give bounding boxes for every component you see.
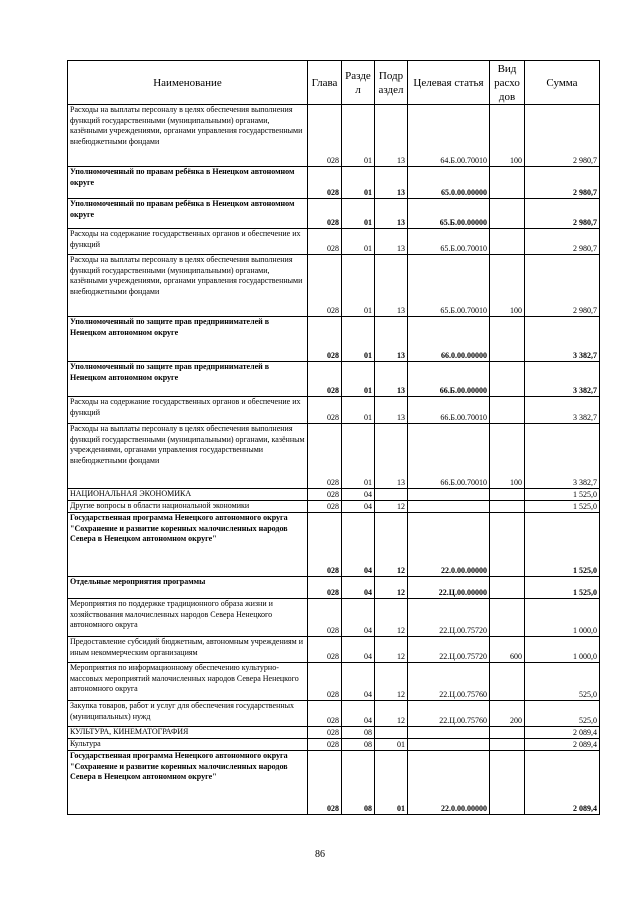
row-target: 22.0.00.00000	[408, 513, 490, 577]
row-glava: 028	[308, 577, 342, 599]
row-podrazdel: 12	[375, 599, 408, 637]
row-glava: 028	[308, 501, 342, 513]
row-razdel: 04	[342, 599, 375, 637]
row-sum: 2 980,7	[525, 167, 600, 199]
row-name: Уполномоченный по правам ребёнка в Ненецком автономном округе	[68, 199, 308, 229]
row-razdel: 04	[342, 577, 375, 599]
table-row	[68, 424, 600, 489]
header-glava: Глава	[308, 61, 342, 105]
row-target	[408, 727, 490, 739]
row-sum: 2 089,4	[525, 751, 600, 815]
table-row	[68, 397, 600, 424]
row-podrazdel: 13	[375, 199, 408, 229]
row-glava: 028	[308, 362, 342, 397]
row-target: 65.Б.00.70010	[408, 255, 490, 317]
table-row	[68, 637, 600, 663]
row-razdel: 01	[342, 255, 375, 317]
row-glava: 028	[308, 317, 342, 362]
row-sum: 3 382,7	[525, 362, 600, 397]
row-glava: 028	[308, 424, 342, 489]
row-sum: 3 382,7	[525, 317, 600, 362]
row-target	[408, 501, 490, 513]
table-row	[68, 105, 600, 167]
row-name: Расходы на выплаты персоналу в целях обеспечения выполнения функций государственными (муниципальными) органами, казённым учреждениями, органами управления государственными внебюджетными фондами	[68, 424, 308, 489]
row-target: 66.Б.00.70010	[408, 424, 490, 489]
row-podrazdel: 13	[375, 105, 408, 167]
header-name: Наименование	[68, 61, 308, 105]
row-razdel: 04	[342, 513, 375, 577]
row-target: 22.Ц.00.00000	[408, 577, 490, 599]
row-glava: 028	[308, 513, 342, 577]
table-row	[68, 577, 600, 599]
row-target: 66.Б.00.00000	[408, 362, 490, 397]
row-target: 22.0.00.00000	[408, 751, 490, 815]
table-row	[68, 727, 600, 739]
row-name: Уполномоченный по правам ребёнка в Ненецком автономном округе	[68, 167, 308, 199]
row-razdel: 04	[342, 501, 375, 513]
row-razdel: 04	[342, 489, 375, 501]
row-podrazdel	[375, 489, 408, 501]
row-vid	[490, 317, 525, 362]
table-row	[68, 599, 600, 637]
row-vid: 600	[490, 637, 525, 663]
row-razdel: 01	[342, 229, 375, 255]
row-podrazdel: 12	[375, 577, 408, 599]
table-row	[68, 701, 600, 727]
row-podrazdel: 13	[375, 317, 408, 362]
row-razdel: 01	[342, 424, 375, 489]
row-sum: 1 525,0	[525, 489, 600, 501]
row-sum: 2 980,7	[525, 105, 600, 167]
row-sum: 2 089,4	[525, 739, 600, 751]
row-target: 65.Б.00.00000	[408, 199, 490, 229]
row-vid	[490, 727, 525, 739]
row-vid: 100	[490, 424, 525, 489]
row-sum: 1 525,0	[525, 513, 600, 577]
table-row	[68, 489, 600, 501]
row-sum: 2 980,7	[525, 255, 600, 317]
row-name: Уполномоченный по защите прав предпринимателей в Ненецком автономном округе	[68, 362, 308, 397]
row-glava: 028	[308, 701, 342, 727]
row-vid	[490, 739, 525, 751]
row-target: 65.Б.00.70010	[408, 229, 490, 255]
row-vid: 100	[490, 255, 525, 317]
row-razdel: 04	[342, 663, 375, 701]
table-row	[68, 167, 600, 199]
table-row	[68, 501, 600, 513]
row-name: Государственная программа Ненецкого автономного округа "Сохранение и развитие коренных малочисленных народов Севера в Ненецком автономном округе"	[68, 751, 308, 815]
row-glava: 028	[308, 663, 342, 701]
row-podrazdel: 12	[375, 637, 408, 663]
row-podrazdel: 12	[375, 513, 408, 577]
row-podrazdel: 13	[375, 424, 408, 489]
row-target: 22.Ц.00.75720	[408, 637, 490, 663]
table-row	[68, 663, 600, 701]
row-sum: 1 000,0	[525, 599, 600, 637]
row-name: Закупка товаров, работ и услуг для обеспечения государственных (муниципальных) нужд	[68, 701, 308, 727]
row-vid	[490, 501, 525, 513]
row-vid	[490, 397, 525, 424]
row-razdel: 01	[342, 317, 375, 362]
row-glava: 028	[308, 489, 342, 501]
row-razdel: 08	[342, 751, 375, 815]
row-podrazdel: 01	[375, 751, 408, 815]
row-glava: 028	[308, 199, 342, 229]
row-sum: 525,0	[525, 701, 600, 727]
row-glava: 028	[308, 167, 342, 199]
row-target: 66.Б.00.70010	[408, 397, 490, 424]
row-name: Расходы на выплаты персоналу в целях обеспечения выполнения функций государственными (муниципальными) органами, казёнными учреждениями, органами управления государственными внебюджетными фондами	[68, 105, 308, 167]
row-podrazdel: 13	[375, 229, 408, 255]
row-name: НАЦИОНАЛЬНАЯ ЭКОНОМИКА	[68, 489, 308, 501]
row-podrazdel: 12	[375, 663, 408, 701]
table-row	[68, 199, 600, 229]
row-name: Культура	[68, 739, 308, 751]
row-target	[408, 489, 490, 501]
row-glava: 028	[308, 751, 342, 815]
row-sum: 2 980,7	[525, 199, 600, 229]
row-name: Государственная программа Ненецкого автономного округа "Сохранение и развитие коренных малочисленных народов Севера в Ненецком автономном округе"	[68, 513, 308, 577]
row-podrazdel: 13	[375, 255, 408, 317]
row-vid	[490, 513, 525, 577]
row-podrazdel	[375, 727, 408, 739]
row-sum: 3 382,7	[525, 424, 600, 489]
page-number: 86	[315, 849, 325, 860]
header-podrazdel: Подр аздел	[375, 61, 408, 105]
row-glava: 028	[308, 255, 342, 317]
row-name: Уполномоченный по защите прав предпринимателей в Ненецком автономном округе	[68, 317, 308, 362]
table-row	[68, 513, 600, 577]
row-sum: 1 525,0	[525, 501, 600, 513]
row-target: 22.Ц.00.75760	[408, 663, 490, 701]
row-razdel: 01	[342, 199, 375, 229]
row-podrazdel: 12	[375, 701, 408, 727]
row-podrazdel: 01	[375, 739, 408, 751]
row-razdel: 04	[342, 701, 375, 727]
row-vid	[490, 362, 525, 397]
table-row	[68, 229, 600, 255]
table-row	[68, 362, 600, 397]
table-row	[68, 255, 600, 317]
row-sum: 1 525,0	[525, 577, 600, 599]
row-glava: 028	[308, 599, 342, 637]
header-razdel: Разде л	[342, 61, 375, 105]
row-vid	[490, 489, 525, 501]
header-target: Целевая статья	[408, 61, 490, 105]
row-target: 22.Ц.00.75720	[408, 599, 490, 637]
row-podrazdel: 13	[375, 167, 408, 199]
row-vid	[490, 751, 525, 815]
row-sum: 3 382,7	[525, 397, 600, 424]
row-razdel: 01	[342, 362, 375, 397]
row-name: Мероприятия по поддержке традиционного образа жизни и хозяйствования малочисленных народов Севера Ненецкого автономного округа	[68, 599, 308, 637]
row-name: Предоставление субсидий бюджетным, автономным учреждениям и иным некоммерческим организациям	[68, 637, 308, 663]
row-sum: 2 980,7	[525, 229, 600, 255]
row-vid	[490, 229, 525, 255]
row-name: Расходы на содержание государственных органов и обеспечение их функций	[68, 397, 308, 424]
row-razdel: 04	[342, 637, 375, 663]
row-podrazdel: 13	[375, 362, 408, 397]
row-vid	[490, 663, 525, 701]
row-vid: 200	[490, 701, 525, 727]
table-row	[68, 739, 600, 751]
row-name: Отдельные мероприятия программы	[68, 577, 308, 599]
header-sum: Сумма	[525, 61, 600, 105]
row-name: Мероприятия по информационному обеспечению культурно-массовых мероприятий малочисленных народов Севера Ненецкого автономного округа	[68, 663, 308, 701]
row-vid	[490, 167, 525, 199]
row-glava: 028	[308, 105, 342, 167]
row-razdel: 08	[342, 727, 375, 739]
row-sum: 1 000,0	[525, 637, 600, 663]
row-target: 66.0.00.00000	[408, 317, 490, 362]
row-target	[408, 739, 490, 751]
row-sum: 2 089,4	[525, 727, 600, 739]
row-target: 64.Б.00.70010	[408, 105, 490, 167]
header-row	[68, 61, 600, 105]
row-podrazdel: 12	[375, 501, 408, 513]
row-target: 65.0.00.00000	[408, 167, 490, 199]
header-vid: Вид расхо дов	[490, 61, 525, 105]
table-row	[68, 751, 600, 815]
row-sum: 525,0	[525, 663, 600, 701]
row-glava: 028	[308, 637, 342, 663]
row-razdel: 01	[342, 105, 375, 167]
row-name: Расходы на выплаты персоналу в целях обеспечения выполнения функций государственными (муниципальными) органами, казёнными учреждениями, органами управления государственными внебюджетными фондами	[68, 255, 308, 317]
row-target: 22.Ц.00.75760	[408, 701, 490, 727]
row-name: Другие вопросы в области национальной экономики	[68, 501, 308, 513]
row-podrazdel: 13	[375, 397, 408, 424]
row-razdel: 08	[342, 739, 375, 751]
row-glava: 028	[308, 727, 342, 739]
table-row	[68, 317, 600, 362]
row-glava: 028	[308, 739, 342, 751]
row-razdel: 01	[342, 397, 375, 424]
row-vid: 100	[490, 105, 525, 167]
row-vid	[490, 199, 525, 229]
row-razdel: 01	[342, 167, 375, 199]
row-vid	[490, 599, 525, 637]
row-name: КУЛЬТУРА, КИНЕМАТОГРАФИЯ	[68, 727, 308, 739]
budget-table	[67, 60, 600, 815]
row-glava: 028	[308, 229, 342, 255]
row-vid	[490, 577, 525, 599]
row-name: Расходы на содержание государственных органов и обеспечение их функций	[68, 229, 308, 255]
row-glava: 028	[308, 397, 342, 424]
